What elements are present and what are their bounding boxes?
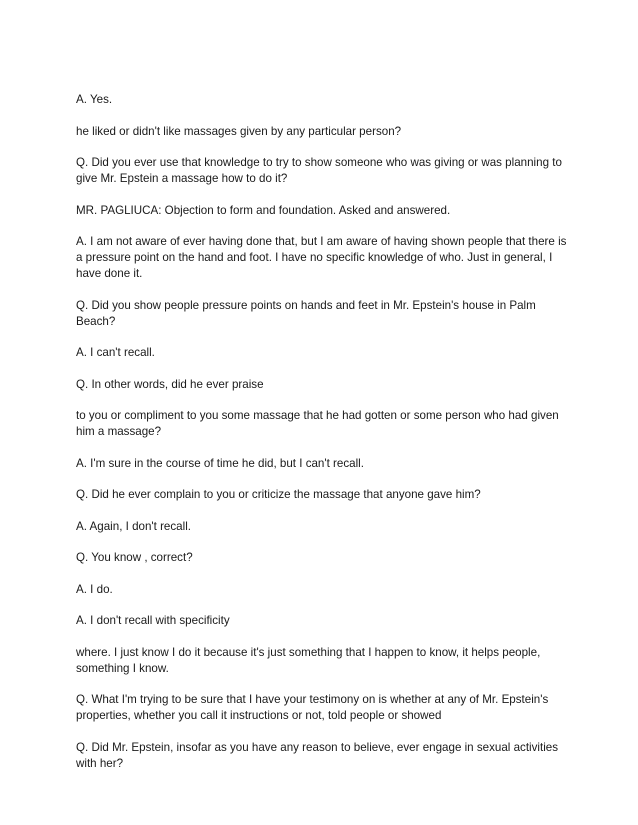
paragraph-answer-course-of-time: A. I'm sure in the course of time he did, but I can't recall. [76, 456, 364, 470]
paragraph-where: where. I just know I do it because it's just something that I happen to know, it helps people, something I know. [76, 645, 541, 675]
paragraph-answer-cant-recall: A. I can't recall. [76, 346, 155, 359]
paragraph-question-knowledge: Q. Did you ever use that knowledge to try to show someone who was giving or was planning to give Mr. Epstein a massage how to do it? [76, 156, 562, 185]
paragraph-question-you-know: Q. You know , correct? [76, 551, 193, 564]
paragraph-answer-yes: A. Yes. [76, 93, 113, 106]
paragraph-question-complain: Q. Did he ever complain to you or criticize the massage that anyone gave him? [76, 488, 481, 501]
paragraph-answer-specificity: A. I don't recall with specificity [76, 614, 230, 627]
paragraph-question-palm-beach: Q. Did you show people pressure points on hands and feet in Mr. Epstein's house in Palm Beach? [76, 298, 536, 328]
paragraph-question-sexual-activities: Q. Did Mr. Epstein, insofar as you have any reason to believe, ever engage in sexual activities with her? [76, 740, 559, 770]
paragraph-question-properties: Q. What I'm trying to be sure that I have your testimony on is whether at any of Mr. Epstein's properties, whether you call it instructions or not, told people or showed [76, 693, 549, 722]
paragraph-answer-i-do: A. I do. [76, 582, 113, 596]
paragraph-massage-preference: he liked or didn't like massages given by any particular person? [76, 124, 402, 138]
paragraph-answer-again: A. Again, I don't recall. [76, 519, 191, 533]
paragraph-objection: MR. PAGLIUCA: Objection to form and foundation. Asked and answered. [76, 203, 451, 217]
paragraph-compliment: to you or compliment to you some massage that he had gotten or some person who had given him a massage? [76, 409, 559, 438]
paragraph-answer-pressure-point: A. I am not aware of ever having done that, but I am aware of having shown people that there is a pressure point on the hand and foot. I have no specific knowledge of who. Just in general, I have done it. [76, 235, 567, 280]
paragraph-question-praise: Q. In other words, did he ever praise [76, 377, 264, 391]
transcript-body [76, 92, 568, 787]
